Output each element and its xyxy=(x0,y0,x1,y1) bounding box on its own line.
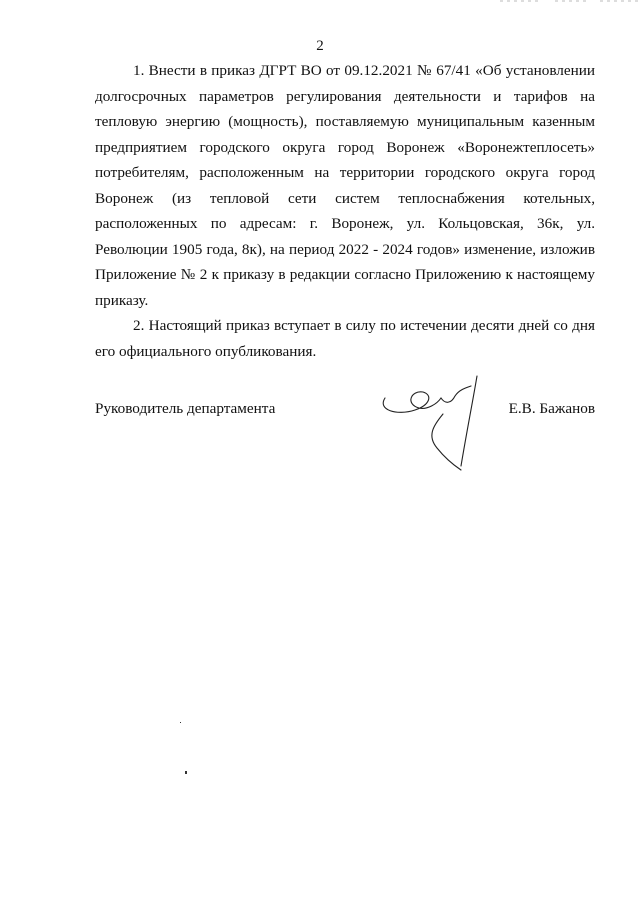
document-body xyxy=(95,58,595,364)
signature-block xyxy=(95,400,595,430)
handwritten-signature xyxy=(375,370,485,480)
paragraph-2: 2. Настоящий приказ вступает в силу по истечении десяти дней со дня его официального опубликования. xyxy=(95,317,595,360)
page-number: 2 xyxy=(316,38,324,54)
scan-speck xyxy=(185,771,187,774)
paragraph-1: 1. Внести в приказ ДГРТ ВО от 09.12.2021 № 67/41 «Об установлении долгосрочных параметров регулирования деятельности и тарифов на тепловую энергию (мощность), поставляемую муниципальным казенным предприятием городского округа город Воронеж «Воронежтеплосеть» потребителям, расположенным на территории городского округа город Воронеж (из тепловой сети систем теплоснабжения котельных, расположенных по адресам: г. Воронеж, ул. Кольцовская, 36к, ул. Революции 1905 года, 8к), на период 2022 - 2024 годов» изменение, изложив Приложение № 2 к приказу в редакции согласно Приложению к настоящему приказу. xyxy=(95,62,595,309)
signatory-title: Руководитель департамента xyxy=(95,400,276,417)
scan-edge-artifact xyxy=(500,0,640,3)
signatory-name: Е.В. Бажанов xyxy=(508,400,595,417)
scan-speck xyxy=(180,722,181,723)
